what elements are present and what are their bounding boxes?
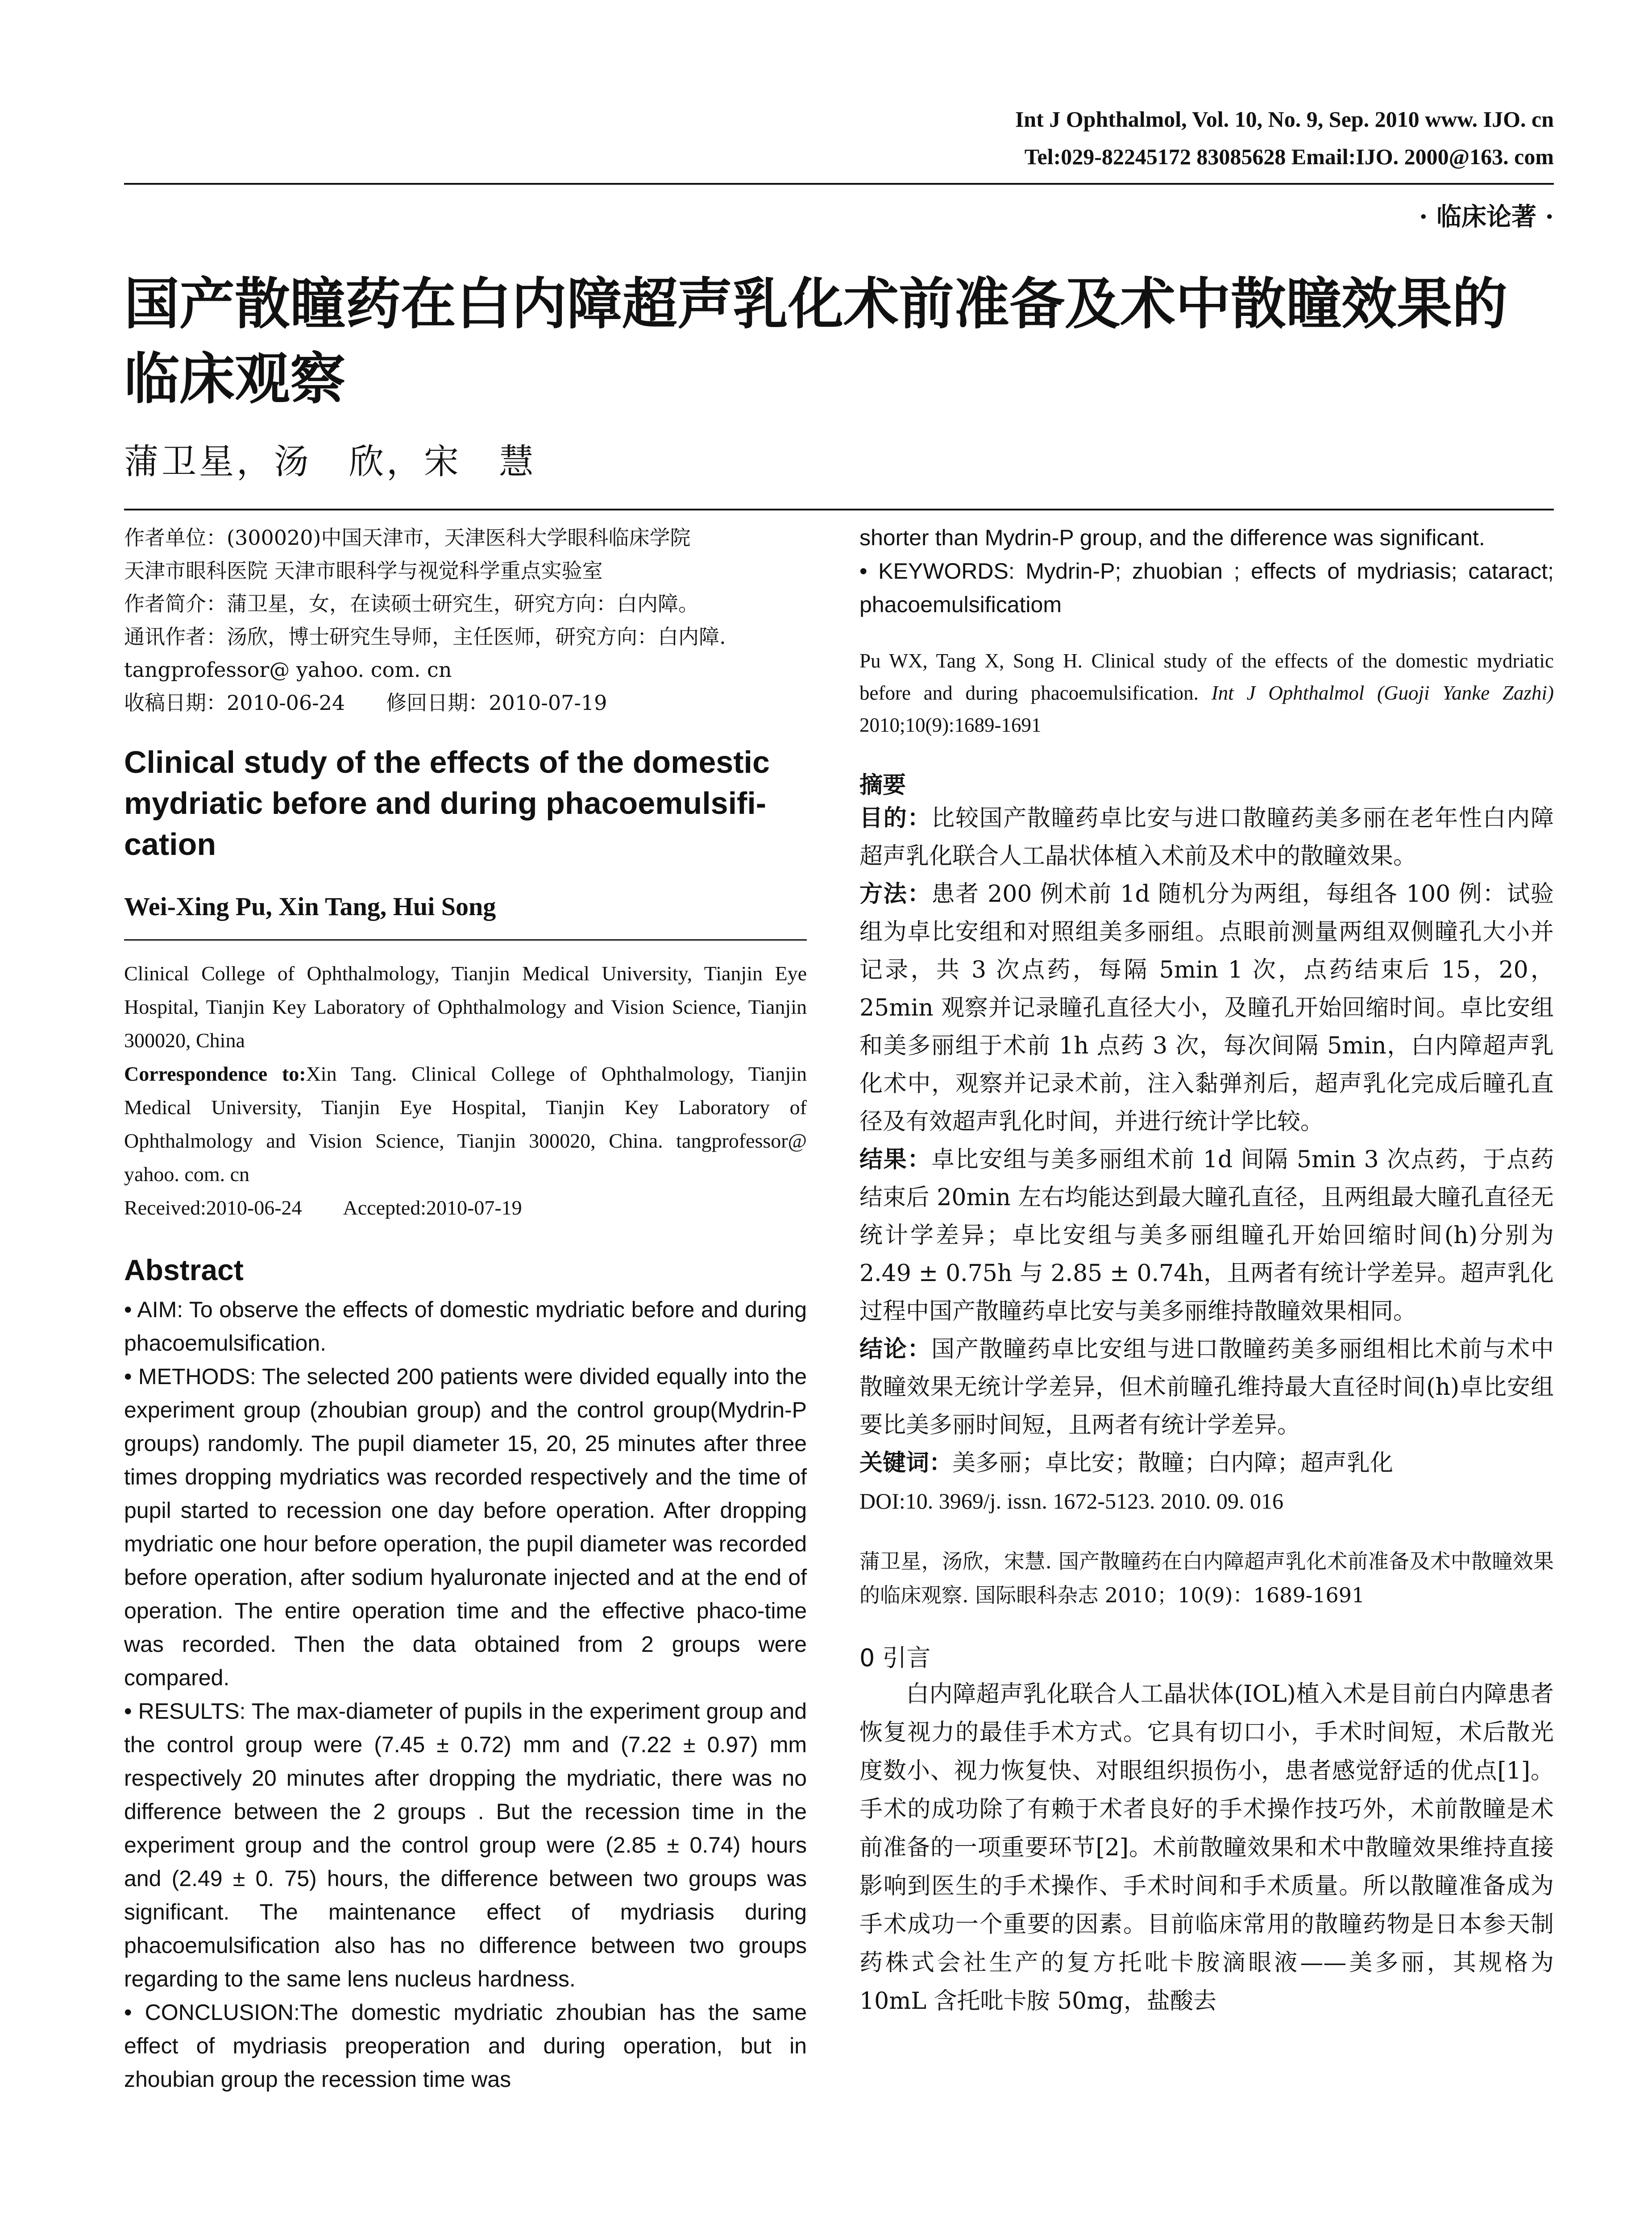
received-dates: Received:2010-06-24 Accepted:2010-07-19 xyxy=(124,1196,522,1219)
article-title-cn: 国产散瞳药在白内障超声乳化术前准备及术中散瞳效果的临床观察 xyxy=(124,272,1508,411)
citation-en-tail: 2010;10(9):1689-1691 xyxy=(859,714,1042,736)
journal-header-line2: Tel:029-82245172 83085628 Email:IJO. 2000@163. com xyxy=(1024,144,1554,169)
correspondence xyxy=(124,1057,807,1191)
intro-heading: 0 引言 xyxy=(859,1644,931,1672)
section-tag: · 临床论著 · xyxy=(1419,202,1554,232)
cn-aim-text: 比较国产散瞳药卓比安与进口散瞳药美多丽在老年性白内障超声乳化联合人工晶状体植入术前及术中的散瞳效果。 xyxy=(859,805,1554,870)
cn-results-text: 卓比安组与美多丽组术前 1d 间隔 5min 3 次点药，于点药结束后 20min 左右均能达到最大瞳孔直径，且两组最大瞳孔直径无统计学差异；卓比安组与美多丽组瞳孔开始回缩时间(h)分别为 2.49 ± 0.75h 与 2.85 ± 0.74h，且两者有统计学差异。超声乳化过程中国产散瞳药卓比安与美多丽维持散瞳效果相同。 xyxy=(859,1146,1554,1325)
cn-abstract-keywords xyxy=(859,1444,1554,1482)
cn-keywords-label: 关键词： xyxy=(859,1450,953,1476)
author-info-line: 通讯作者：汤欣，博士研究生导师，主任医师，研究方向：白内障. xyxy=(124,625,726,649)
abstract-results: • RESULTS: The max-diameter of pupils in the experiment group and the control group were (7.45 ± 0.72) mm and (7.22 ± 0.97) mm respectively 20 minutes after dropping the mydriatic, there was no difference between the 2 groups . But the recession time in the experiment group and the control group were (2.85 ± 0.74) hours and (2.49 ± 0. 75) hours, the difference between two groups was significant. The maintenance effect of mydriasis during phacoemulsification also has no difference between two groups regarding to the same lens nucleus hardness. xyxy=(124,1699,807,1991)
doi: DOI:10. 3969/j. issn. 1672-5123. 2010. 09. 016 xyxy=(859,1489,1283,1514)
abstract-keywords: • KEYWORDS: Mydrin-P; zhuobian ; effects of mydriasis; cataract; phacoemulsificatiom xyxy=(859,559,1554,617)
affiliation: Clinical College of Ophthalmology, Tianjin Medical University, Tianjin Eye Hospital, Tianjin Key Laboratory of Ophthalmology and Vision Science, Tianjin 300020, China xyxy=(124,962,807,1052)
affiliation-divider xyxy=(124,939,807,941)
left-column xyxy=(124,521,807,2096)
journal-header-line1: Int J Ophthalmol, Vol. 10, No. 9, Sep. 2010 www. IJO. cn xyxy=(1015,107,1554,132)
abstract-methods: • METHODS: The selected 200 patients were divided equally into the experiment group (zhoubian group) and the control group(Mydrin-P groups) randomly. The pupil diameter 15, 20, 25 minutes after three times dropping mydriatics was recorded respectively and the time of pupil started to recession one day before operation. After dropping mydriatic one hour before operation, the pupil diameter was recorded before operation, after sodium hyaluronate injected and at the end of operation. The entire operation time and the effective phaco-time was recorded. Then the data obtained from 2 groups were compared. xyxy=(124,1364,807,1690)
author-info-line: 收稿日期：2010-06-24 修回日期：2010-07-19 xyxy=(124,691,607,715)
citation-cn: 蒲卫星，汤欣，宋慧. 国产散瞳药在白内障超声乳化术前准备及术中散瞳效果的临床观察. 国际眼科杂志 2010；10(9)：1689-1691 xyxy=(859,1549,1554,1607)
header-divider xyxy=(124,183,1554,185)
article-title-en: Clinical study of the effects of the domestic mydriatic before and during phacoemulsifi-cation xyxy=(124,745,770,862)
citation-en xyxy=(859,645,1554,741)
authors-divider xyxy=(124,509,1554,510)
cn-abstract-results xyxy=(859,1141,1554,1331)
author-info-line: 作者简介：蒲卫星，女，在读硕士研究生，研究方向：白内障。 xyxy=(124,592,699,616)
cn-abstract-aim xyxy=(859,800,1554,875)
abstract-conclusion-cont: shorter than Mydrin-P group, and the difference was significant. xyxy=(859,525,1485,550)
cn-abstract-methods xyxy=(859,875,1554,1141)
cn-abstract-heading: 摘要 xyxy=(859,772,906,799)
cn-aim-label: 目的： xyxy=(859,805,932,832)
cn-conclusion-label: 结论： xyxy=(859,1336,932,1363)
cn-methods-text: 患者 200 例术前 1d 随机分为两组，每组各 100 例：试验组为卓比安组和对照组美多丽组。点眼前测量两组双侧瞳孔大小并记录，共 3 次点药，每隔 5min 1 次，点药结束后 15，20，25min 观察并记录瞳孔直径大小，及瞳孔开始回缩时间。卓比安组和美多丽组于术前 1h 点药 3 次，每次间隔 5min，白内障超声乳化术中，观察并记录术前，注入黏弹剂后，超声乳化完成后瞳孔直径及有效超声乳化时间，并进行统计学比较。 xyxy=(859,881,1554,1135)
author-info-line: tangprofessor@ yahoo. com. cn xyxy=(124,658,452,682)
abstract-aim: • AIM: To observe the effects of domestic mydriatic before and during phacoemulsification. xyxy=(124,1297,807,1356)
cn-methods-label: 方法： xyxy=(859,881,932,908)
correspondence-text: Xin Tang. Clinical College of Ophthalmology, Tianjin Medical University, Tianjin Eye Hospital, Tianjin Key Laboratory of Ophthalmology and Vision Science, Tianjin 300020, China. tangprofessor@ yahoo. com. cn xyxy=(124,1062,807,1186)
cn-keywords-text: 美多丽；卓比安；散瞳；白内障；超声乳化 xyxy=(952,1450,1394,1476)
abstract-conclusion: • CONCLUSION:The domestic mydriatic zhoubian has the same effect of mydriasis preoperation and during operation, but in zhoubian group the recession time was xyxy=(124,2000,807,2092)
authors-cn: 蒲卫星，汤 欣，宋 慧 xyxy=(124,442,537,482)
authors-en: Wei-Xing Pu, Xin Tang, Hui Song xyxy=(124,892,496,921)
cn-abstract-conclusion xyxy=(859,1331,1554,1444)
intro-text: 白内障超声乳化联合人工晶状体(IOL)植入术是目前白内障患者恢复视力的最佳手术方式。它具有切口小，手术时间短，术后散光度数小、视力恢复快、对眼组织损伤小，患者感觉舒适的优点[1]。手术的成功除了有赖于术者良好的手术操作技巧外，术前散瞳是术前准备的一项重要环节[2]。术前散瞳效果和术中散瞳效果维持直接影响到医生的手术操作、手术时间和手术质量。所以散瞳准备成为手术成功一个重要的因素。目前临床常用的散瞳药物是日本参天制药株式会社生产的复方托吡卡胺滴眼液——美多丽，其规格为 10mL 含托吡卡胺 50mg，盐酸去 xyxy=(859,1681,1554,2015)
author-info-line: 天津市眼科医院 天津市眼科学与视觉科学重点实验室 xyxy=(124,559,603,583)
author-info xyxy=(124,521,807,719)
citation-en-journal: Int J Ophthalmol (Guoji Yanke Zazhi) xyxy=(1211,682,1554,704)
citation-en-text: Pu WX, Tang X, Song H. Clinical study of the effects of the domestic mydriatic before and during phacoemulsification. xyxy=(859,650,1554,704)
right-column xyxy=(859,521,1554,2020)
cn-results-label: 结果： xyxy=(859,1146,932,1173)
correspondence-label: Correspondence to: xyxy=(124,1062,306,1085)
cn-conclusion-text: 国产散瞳药卓比安组与进口散瞳药美多丽组相比术前与术中散瞳效果无统计学差异，但术前瞳孔维持最大直径时间(h)卓比安组要比美多丽时间短，且两者有统计学差异。 xyxy=(859,1336,1554,1439)
abstract-heading: Abstract xyxy=(124,1253,244,1286)
author-info-line: 作者单位：(300020)中国天津市，天津医科大学眼科临床学院 xyxy=(124,526,691,550)
